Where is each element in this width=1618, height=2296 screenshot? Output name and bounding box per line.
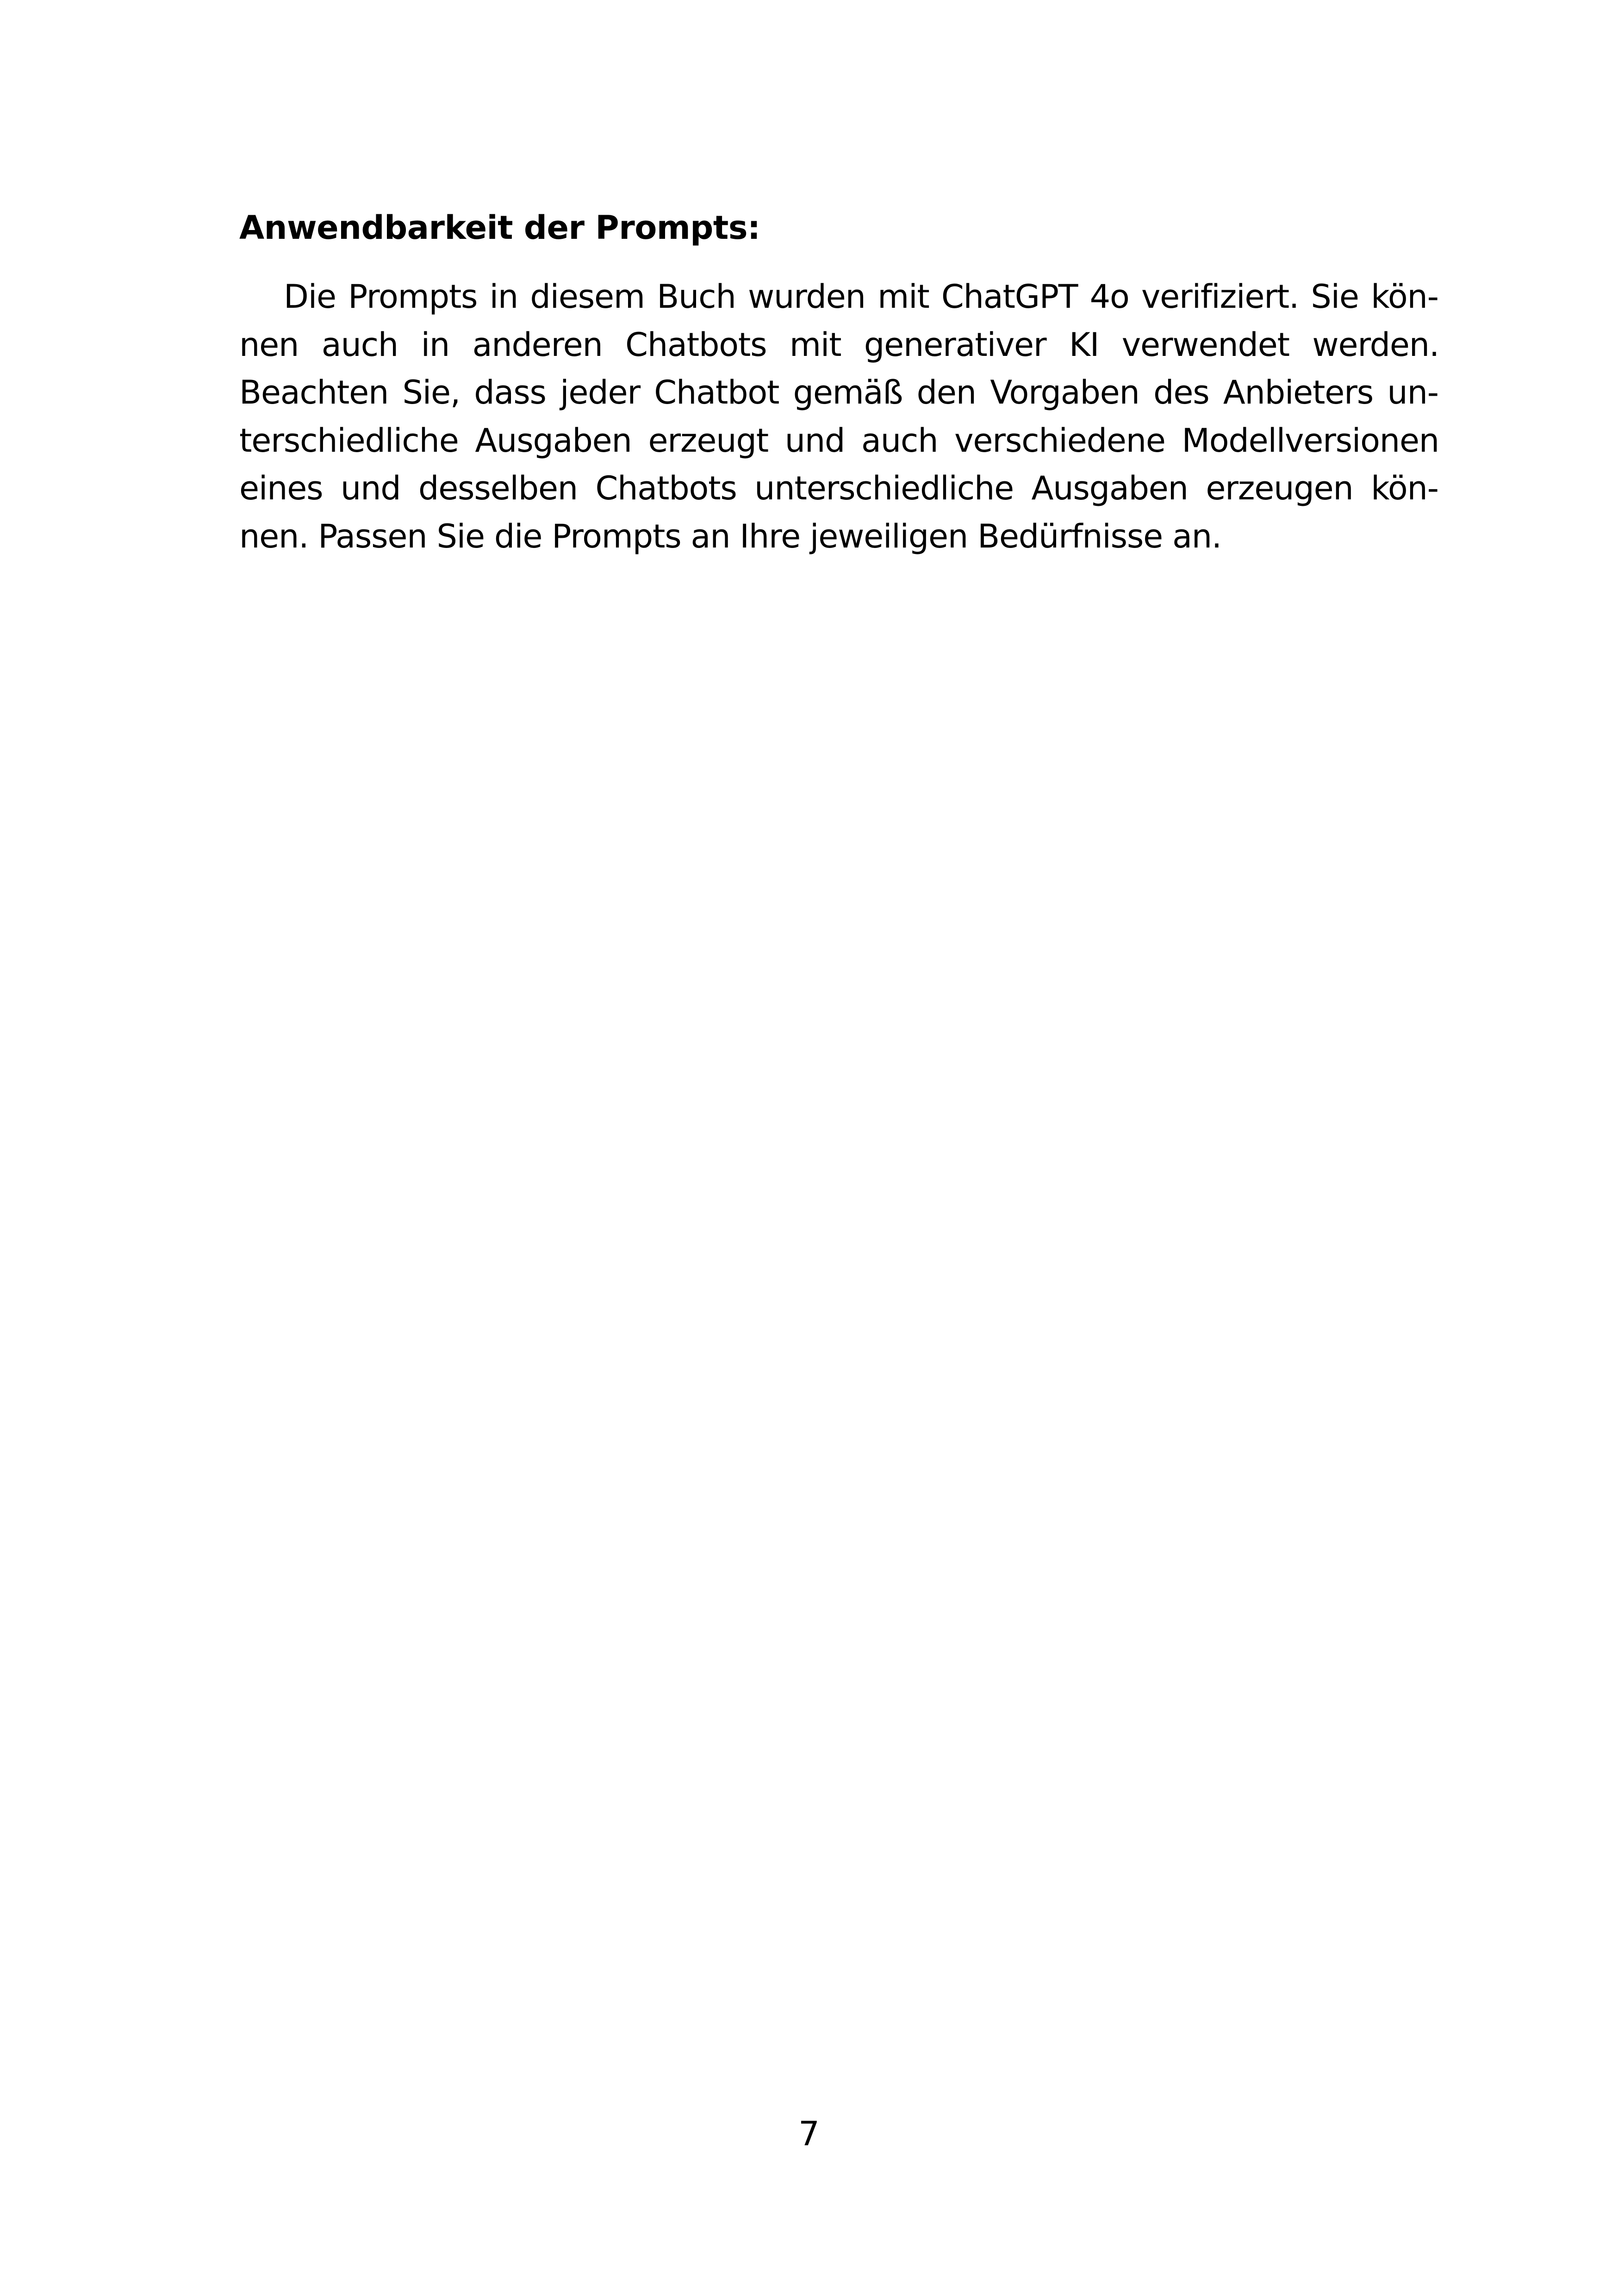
page-number: 7: [798, 2114, 820, 2153]
page-content: [239, 204, 1439, 561]
body-paragraph: Die Prompts in diesem Buch wurden mit ChatGPT 4o verifiziert. Sie können auch in anderen Chatbots mit generativer KI verwendet werden. Beachten Sie, dass jeder Chatbot gemäß den Vorgaben des Anbieters unterschiedliche Ausgaben erzeugt und auch verschiedene Modellversionen eines und desselben Chatbots unterschiedliche Ausgaben erzeugen können. Passen Sie die Prompts an Ihre jeweiligen Bedürfnisse an.: [239, 278, 1439, 555]
section-heading: Anwendbarkeit der Prompts:: [239, 209, 760, 247]
